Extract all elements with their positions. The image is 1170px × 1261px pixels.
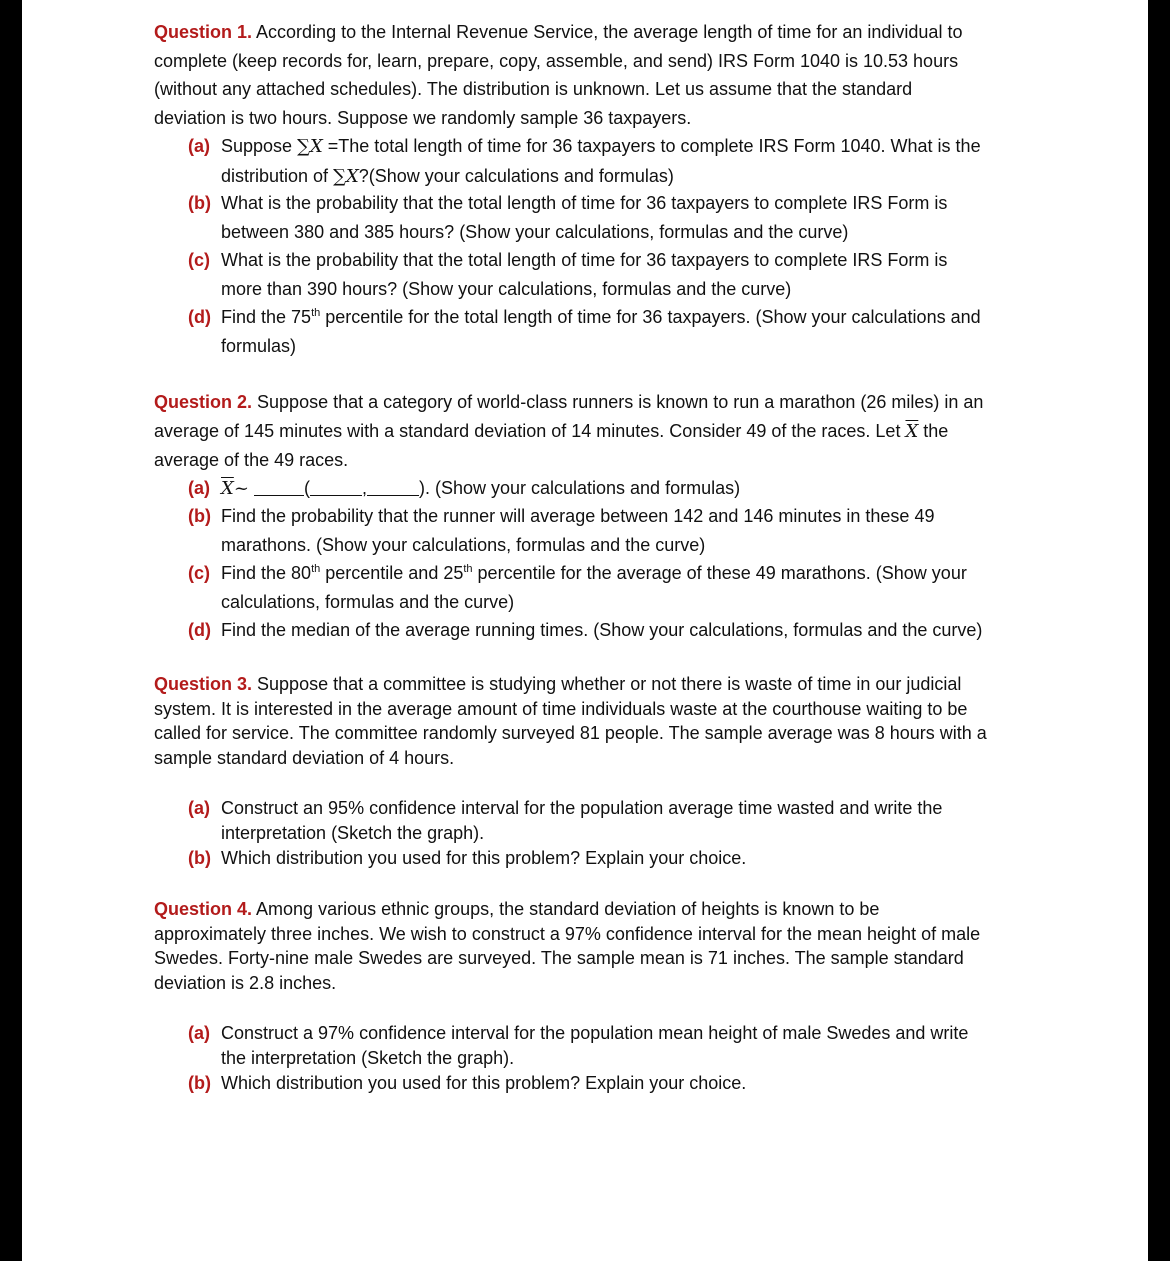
part-c-post: percentile for the average of these 49 marathons. (Show your — [472, 563, 967, 583]
part-d-text: Find the median of the average running times. (Show your calculations, formulas and the curve) — [221, 620, 983, 640]
part-d-post: percentile for the total length of time for 36 taxpayers. (Show your calculations and — [320, 307, 981, 327]
question-3-line-4: sample standard deviation of 4 hours. — [154, 747, 455, 768]
question-3-stem — [154, 672, 1024, 770]
question-1-line-2: complete (keep records for, learn, prepare, copy, assemble, and send) IRS Form 1040 is 10.53 hours — [154, 50, 959, 71]
question-2-label: Question 2. — [154, 392, 253, 412]
part-a-mid: =The total length of time for 36 taxpayers to complete IRS Form 1040. What is the — [322, 136, 981, 156]
part-c-mid: percentile and 25 — [320, 563, 464, 583]
document-page — [22, 0, 1148, 1261]
part-b-line-1: Find the probability that the runner will average between 142 and 146 minutes in these 49 — [221, 506, 935, 526]
part-c-label: (c) — [188, 563, 210, 583]
question-2-line-2-pre: average of 145 minutes with a standard deviation of 14 minutes. Consider 49 of the races. Let — [154, 420, 901, 441]
part-d-line-2: formulas) — [221, 335, 297, 356]
question-4-line-4: deviation is 2.8 inches. — [154, 972, 337, 993]
part-c-pre: Find the 80 — [221, 563, 312, 583]
part-b-text: Which distribution you used for this problem? Explain your choice. — [221, 1073, 747, 1093]
answer-blank — [367, 479, 419, 496]
part-a-line-2: the interpretation (Sketch the graph). — [221, 1047, 515, 1068]
part-c-line-1: What is the probability that the total length of time for 36 taxpayers to complete IRS Form is — [221, 250, 948, 270]
open-paren: ( — [303, 478, 310, 498]
question-3-line-2: system. It is interested in the average amount of time individuals waste at the courthouse waiting to be — [154, 698, 968, 719]
question-4-part-b — [188, 1071, 1038, 1096]
question-1-part-a — [188, 132, 1038, 191]
part-c-label: (c) — [188, 250, 210, 270]
part-a-cont-post: ?(Show your calculations and formulas) — [358, 165, 674, 186]
question-1-part-b — [188, 189, 1038, 246]
question-1-line-4: deviation is two hours. Suppose we randomly sample 36 taxpayers. — [154, 107, 692, 128]
question-3-line-3: called for service. The committee randomly surveyed 81 people. The sample average was 8 hours with a — [154, 723, 987, 744]
part-b-line-2: between 380 and 385 hours? (Show your calculations, formulas and the curve) — [221, 221, 849, 242]
part-d-label: (d) — [188, 307, 211, 327]
question-4-line-3: Swedes. Forty-nine male Swedes are surveyed. The sample mean is 71 inches. The sample standard — [154, 948, 964, 969]
question-1-line-3: (without any attached schedules). The distribution is unknown. Let us assume that the standard — [154, 79, 913, 99]
question-4-line-1: Among various ethnic groups, the standard deviation of heights is known to be — [256, 899, 880, 919]
part-a-line-1: Construct an 95% confidence interval for the population average time wasted and write the — [221, 798, 943, 818]
part-a-line-1: Construct a 97% confidence interval for the population mean height of male Swedes and write — [221, 1023, 969, 1043]
variable-x-bar: $\overline{X}$ — [221, 478, 234, 499]
variable-x-bar: $\overline{X}$ — [905, 420, 919, 442]
part-a-text: ). (Show your calculations and formulas) — [418, 478, 741, 498]
variable-x: X — [309, 136, 323, 157]
tilde-symbol: ~ — [233, 478, 249, 499]
question-1-line-1: According to the Internal Revenue Service, the average length of time for an individual to — [256, 22, 963, 42]
question-2-part-b — [188, 502, 1038, 559]
comma: , — [361, 478, 367, 498]
question-4-label: Question 4. — [154, 899, 253, 919]
superscript: th — [463, 563, 473, 575]
part-d-pre: Find the 75 — [221, 307, 312, 327]
answer-blank — [254, 479, 304, 496]
part-c-line-2: calculations, formulas and the curve) — [221, 591, 515, 612]
question-2-part-d — [188, 616, 1038, 645]
part-b-line-2: marathons. (Show your calculations, formulas and the curve) — [221, 534, 706, 555]
superscript: th — [311, 307, 321, 319]
question-2-line-3: average of the 49 races. — [154, 450, 349, 470]
part-a-cont-pre: distribution of — [221, 165, 329, 186]
question-2-part-a — [188, 474, 1038, 504]
part-a-label: (a) — [188, 136, 210, 156]
sum-symbol: ∑ — [333, 165, 346, 187]
variable-x: X — [345, 165, 359, 187]
question-1-label: Question 1. — [154, 22, 253, 42]
part-a-label: (a) — [188, 798, 210, 818]
part-c-line-2: more than 390 hours? (Show your calculations, formulas and the curve) — [221, 278, 792, 299]
part-a-label: (a) — [188, 478, 210, 498]
question-3-label: Question 3. — [154, 674, 253, 694]
part-a-line-2: interpretation (Sketch the graph). — [221, 822, 485, 843]
part-b-text: Which distribution you used for this problem? Explain your choice. — [221, 848, 747, 868]
sum-symbol: ∑ — [297, 136, 310, 157]
part-b-line-1: What is the probability that the total length of time for 36 taxpayers to complete IRS Form is — [221, 193, 948, 213]
part-d-label: (d) — [188, 620, 211, 640]
question-4-stem — [154, 897, 1024, 995]
part-a-label: (a) — [188, 1023, 210, 1043]
question-3-part-a — [188, 796, 1038, 845]
superscript: th — [311, 563, 321, 575]
part-b-label: (b) — [188, 506, 211, 526]
question-1-part-d — [188, 303, 1038, 360]
answer-blank — [310, 479, 362, 496]
question-2-line-1: Suppose that a category of world-class runners is known to run a marathon (26 miles) in an — [257, 392, 984, 412]
question-3-line-1: Suppose that a committee is studying whether or not there is waste of time in our judicial — [257, 674, 962, 694]
part-a-pre: Suppose — [221, 136, 293, 156]
question-3-part-b — [188, 846, 1038, 871]
question-1-stem — [154, 18, 1024, 132]
question-2-part-c — [188, 559, 1038, 616]
part-b-label: (b) — [188, 848, 211, 868]
question-2-line-2-post: the — [918, 420, 949, 441]
question-4-part-a — [188, 1021, 1038, 1070]
question-1-part-c — [188, 246, 1038, 303]
part-b-label: (b) — [188, 1073, 211, 1093]
question-4-line-2: approximately three inches. We wish to construct a 97% confidence interval for the mean height of male — [154, 923, 981, 944]
part-b-label: (b) — [188, 193, 211, 213]
question-2-stem — [154, 388, 1024, 475]
